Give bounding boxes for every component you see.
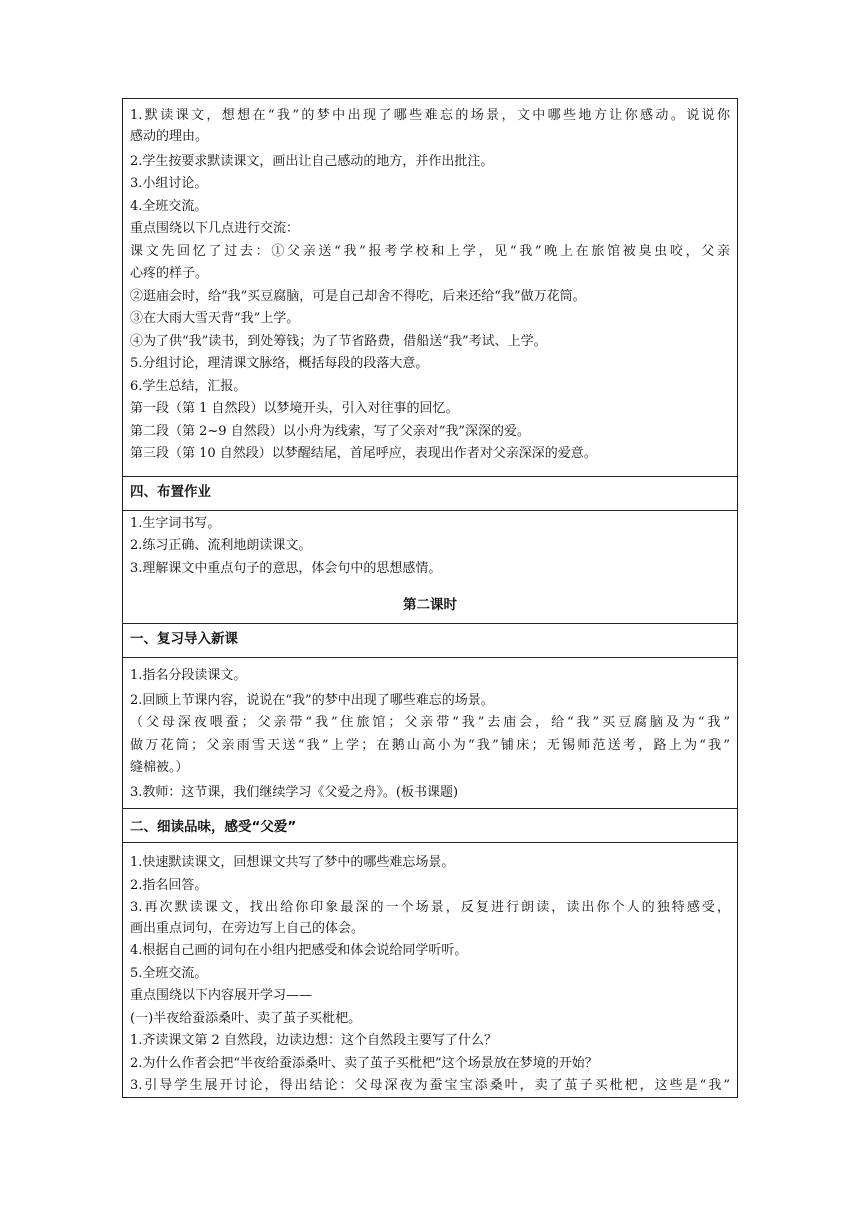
- section-divider: [122, 510, 738, 511]
- body-line: 课文先回忆了过去：①父亲送“我”报考学校和上学，见“我”晚上在旅馆被臭虫咬，父亲: [130, 244, 730, 259]
- body-line: (一)半夜给蚕添桑叶、卖了茧子买枇杷。: [130, 1011, 362, 1026]
- body-line: 3.引导学生展开讨论，得出结论：父母深夜为蚕宝宝添桑叶，卖了茧子买枇杷，这些是“我”: [130, 1078, 730, 1093]
- body-line: 第三段（第 10 自然段）以梦醒结尾，首尾呼应，表现出作者对父亲深深的爱意。: [130, 446, 597, 461]
- body-line: 5.全班交流。: [130, 966, 208, 981]
- body-line: 第一段（第 1 自然段）以梦境开头，引入对往事的回忆。: [130, 401, 459, 416]
- body-line: 缝棉被。）: [130, 760, 189, 775]
- body-line: 1.指名分段读课文。: [130, 668, 247, 683]
- body-line: 1.快速默读课文，回想课文共写了梦中的哪些难忘场景。: [130, 855, 455, 870]
- body-line: （父母深夜喂蚕；父亲带“我”住旅馆；父亲带“我”去庙会，给“我”买豆腐脑及为“我”: [130, 715, 730, 730]
- body-line: 6.学生总结，汇报。: [130, 379, 247, 394]
- body-line: 感动的理由。: [130, 129, 209, 144]
- body-line: 第二段（第 2~9 自然段）以小舟为线索，写了父亲对“我”深深的爱。: [130, 424, 530, 439]
- body-line: 3.理解课文中重点句子的意思，体会句中的思想感情。: [130, 561, 442, 576]
- section-heading: 二、细读品味，感受“父爱”: [130, 819, 297, 835]
- body-line: 4.全班交流。: [130, 199, 208, 214]
- body-line: 2.学生按要求默读课文，画出让自己感动的地方，并作出批注。: [130, 154, 494, 169]
- body-line: 重点围绕以下几点进行交流：: [130, 221, 300, 236]
- section-heading: 四、布置作业: [130, 484, 211, 500]
- body-line: ④为了供“我”读书，到处筹钱；为了节省路费，借船送“我”考试、上学。: [130, 334, 547, 349]
- body-line: 2.指名回答。: [130, 878, 208, 893]
- body-line: 3.小组讨论。: [130, 176, 208, 191]
- body-line: ③在大雨大雪天背“我”上学。: [130, 311, 300, 326]
- section-divider: [122, 476, 738, 477]
- body-line: 2.回顾上节课内容，说说在“我”的梦中出现了哪些难忘的场景。: [130, 693, 494, 708]
- body-line: 1.生字词书写。: [130, 516, 221, 531]
- section-heading: 一、复习导入新课: [130, 631, 238, 647]
- body-line: 4.根据自己画的词句在小组内把感受和体会说给同学听听。: [130, 943, 468, 958]
- section-divider: [122, 842, 738, 843]
- body-line: 画出重点词句，在旁边写上自己的体会。: [130, 921, 365, 936]
- body-line: 做万花筒；父亲雨雪天送“我”上学；在鹅山高小为“我”铺床；无锡师范送考，路上为“我”: [130, 738, 730, 753]
- section-divider: [122, 623, 738, 624]
- body-line: ②逛庙会时，给“我”买豆腐脑，可是自己却舍不得吃，后来还给“我”做万花筒。: [130, 289, 586, 304]
- section-divider: [122, 808, 738, 809]
- body-line: 5.分组讨论，理清课文脉络，概括每段的段落大意。: [130, 356, 429, 371]
- body-line: 3.再次默读课文，找出给你印象最深的一个场景，反复进行朗读，读出你个人的独特感受，: [130, 900, 730, 915]
- lesson-title: 第二课时: [403, 597, 457, 613]
- body-line: 1.齐读课文第 2 自然段，边读边想：这个自然段主要写了什么？: [130, 1033, 497, 1048]
- body-line: 3.教师：这节课，我们继续学习《父爱之舟》。(板书课题): [130, 785, 459, 800]
- body-line: 2.为什么作者会把“半夜给蚕添桑叶、卖了茧子买枇杷”这个场景放在梦境的开始？: [130, 1056, 598, 1071]
- body-line: 1.默读课文，想想在“我”的梦中出现了哪些难忘的场景，文中哪些地方让你感动。说说你: [130, 108, 730, 123]
- body-line: 重点围绕以下内容展开学习——: [130, 988, 313, 1003]
- section-divider: [122, 657, 738, 658]
- body-line: 2.练习正确、流利地朗读课文。: [130, 538, 312, 553]
- body-line: 心疼的样子。: [130, 266, 209, 281]
